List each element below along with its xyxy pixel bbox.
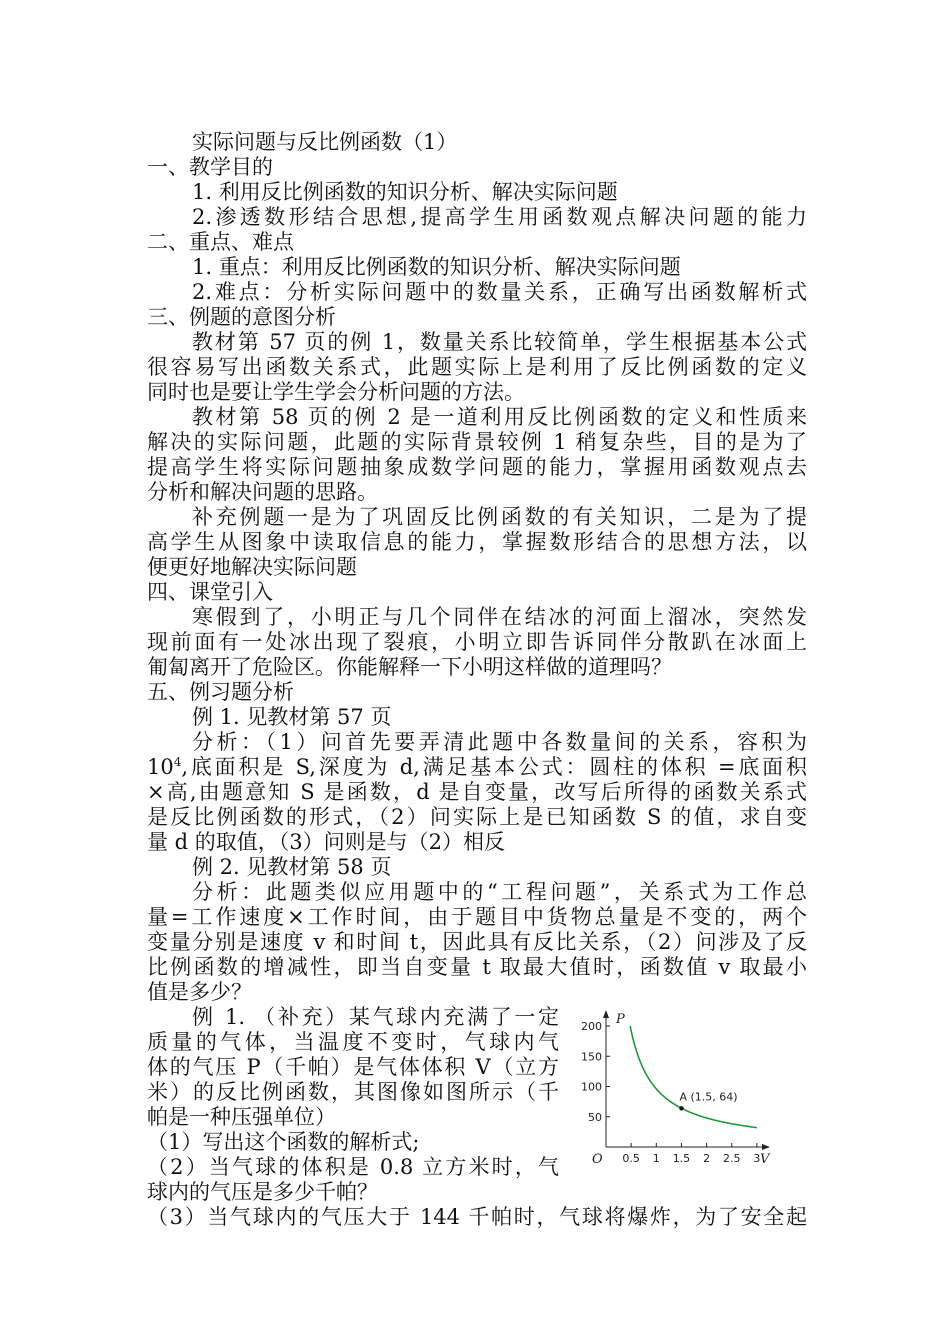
y-axis-arrow — [603, 1010, 609, 1018]
supp-example-line: 米）的反比例函数，其图像如图所示（千 — [147, 1080, 559, 1104]
s3-p2-line: 分析和解决问题的思路。 — [147, 480, 378, 504]
curve-series — [630, 1026, 757, 1128]
s4-line: 匍匐离开了危险区。你能解释一下小明这样做的道理吗？ — [147, 655, 672, 679]
x-tick-label: 2.5 — [723, 1152, 741, 1165]
chart-svg — [574, 1006, 784, 1178]
y-tick-label: 200 — [581, 1020, 602, 1033]
s3-p3-line: 便更好地解决实际问题 — [147, 555, 357, 579]
point-a-label: A (1.5, 64) — [679, 1090, 738, 1104]
ex2-analysis-line: 比例函数的增减性，即当自变量 t 取最大值时，函数值 v 取最小 — [147, 955, 807, 979]
ex1-analysis-line — [147, 755, 807, 780]
supp-question-2-cont: 球内的气压是多少千帕？ — [147, 1180, 378, 1204]
s3-p3-line: 补充例题一是为了巩固反比例函数的有关知识，二是为了提 — [192, 505, 807, 529]
s3-p1-line: 很容易写出函数关系式，此题实际上是利用了反比例函数的定义 — [147, 355, 807, 379]
supp-example-line: 帕是一种压强单位） — [147, 1105, 336, 1129]
s1-item-1: 1. 利用反比例函数的知识分析、解决实际问题 — [192, 180, 618, 204]
y-tick-label: 150 — [581, 1050, 602, 1064]
ex1-title: 例 1. 见教材第 57 页 — [192, 705, 392, 729]
y-tick-label: 100 — [581, 1080, 602, 1094]
doc-title: 实际问题与反比例函数（1） — [192, 130, 458, 154]
section-2-heading: 二、重点、难点 — [147, 230, 294, 254]
x-axis-arrow — [762, 1144, 770, 1150]
supp-question-3: （3）当气球内的气压大于 144 千帕时，气球将爆炸，为了安全起 — [147, 1205, 807, 1229]
ex1-analysis-line: 量 d 的取值，（3）问则是与（2）相反 — [147, 830, 506, 854]
ex2-analysis-line: 值是多少？ — [147, 980, 252, 1004]
y-tick-label: 50 — [588, 1110, 602, 1124]
supp-question-2: （2）当气球的体积是 0.8 立方米时，气 — [147, 1155, 559, 1179]
origin-label: O — [592, 1152, 603, 1167]
ex1-analysis-text: ,底面积是 S,深度为 d,满足基本公式：圆柱的体积 =底面积 — [181, 755, 807, 779]
point-a-marker — [679, 1106, 683, 1110]
x-tick-label: 3 — [753, 1152, 761, 1165]
section-1-heading: 一、教学目的 — [147, 155, 273, 179]
ex2-analysis-line: 分析：此题类似应用题中的“工程问题”，关系式为工作总 — [192, 880, 807, 904]
s3-p1-line: 同时也是要让学生学会分析问题的方法。 — [147, 380, 525, 404]
x-tick-label: 2 — [703, 1152, 711, 1165]
volume-exponent: 4 — [173, 755, 182, 769]
s3-p2-line: 解决的实际问题，此题的实际背景较例 1 稍复杂些，目的是为了 — [147, 430, 807, 454]
ex2-title: 例 2. 见教材第 58 页 — [192, 855, 392, 879]
s3-p3-line: 高学生从图象中读取信息的能力，掌握数形结合的思想方法，以 — [147, 530, 807, 554]
ex1-analysis-line: 是反比例函数的形式，（2）问实际上是已知函数 S 的值，求自变 — [147, 805, 807, 829]
s4-line: 寒假到了，小明正与几个同伴在结冰的河面上溜冰，突然发 — [192, 605, 807, 629]
s4-line: 现前面有一处冰出现了裂痕，小明立即告诉同伴分散趴在冰面上 — [147, 630, 807, 654]
supp-example-line: 体的气压 P（千帕）是气体体积 V（立方 — [147, 1055, 559, 1079]
x-tick-label: 1.5 — [672, 1152, 691, 1165]
s3-p2-line: 提高学生将实际问题抽象成数学问题的能力，掌握用函数观点去 — [147, 455, 807, 479]
section-4-heading: 四、课堂引入 — [147, 580, 273, 604]
ex2-analysis-line: 量=工作速度×工作时间，由于题目中货物总量是不变的，两个 — [147, 905, 807, 929]
s2-item-2: 2.难点：分析实际问题中的数量关系，正确写出函数解析式 — [192, 280, 807, 304]
ex1-analysis-line: 分析：（1）问首先要弄清此题中各数量间的关系，容积为 — [192, 730, 807, 754]
y-axis-label: P — [616, 1012, 625, 1027]
x-tick-label: 0.5 — [622, 1152, 640, 1165]
section-5-heading: 五、例习题分析 — [147, 680, 294, 704]
section-3-heading: 三、例题的意图分析 — [147, 305, 336, 329]
x-axis-label: V — [760, 1152, 770, 1167]
s2-item-1: 1. 重点：利用反比例函数的知识分析、解决实际问题 — [192, 255, 681, 279]
supp-example-line: 例 1. （补充）某气球内充满了一定 — [192, 1005, 559, 1029]
s3-p2-line: 教材第 58 页的例 2 是一道利用反比例函数的定义和性质来 — [192, 405, 807, 429]
supp-question-1: （1）写出这个函数的解析式; — [147, 1130, 420, 1154]
ex2-analysis-line: 变量分别是速度 v 和时间 t，因此具有反比关系，（2）问涉及了反 — [147, 930, 807, 954]
volume-base: 10 — [147, 755, 174, 779]
supp-example-line: 质量的气体，当温度不变时，气球内气 — [147, 1030, 559, 1054]
x-tick-label: 1 — [652, 1152, 660, 1165]
pressure-volume-chart — [574, 1006, 784, 1178]
ex1-analysis-line: ×高,由题意知 S 是函数，d 是自变量，改写后所得的函数关系式 — [147, 780, 807, 804]
s1-item-2: 2.渗透数形结合思想,提高学生用函数观点解决问题的能力 — [192, 205, 807, 229]
s3-p1-line: 教材第 57 页的例 1，数量关系比较简单，学生根据基本公式 — [192, 330, 807, 354]
